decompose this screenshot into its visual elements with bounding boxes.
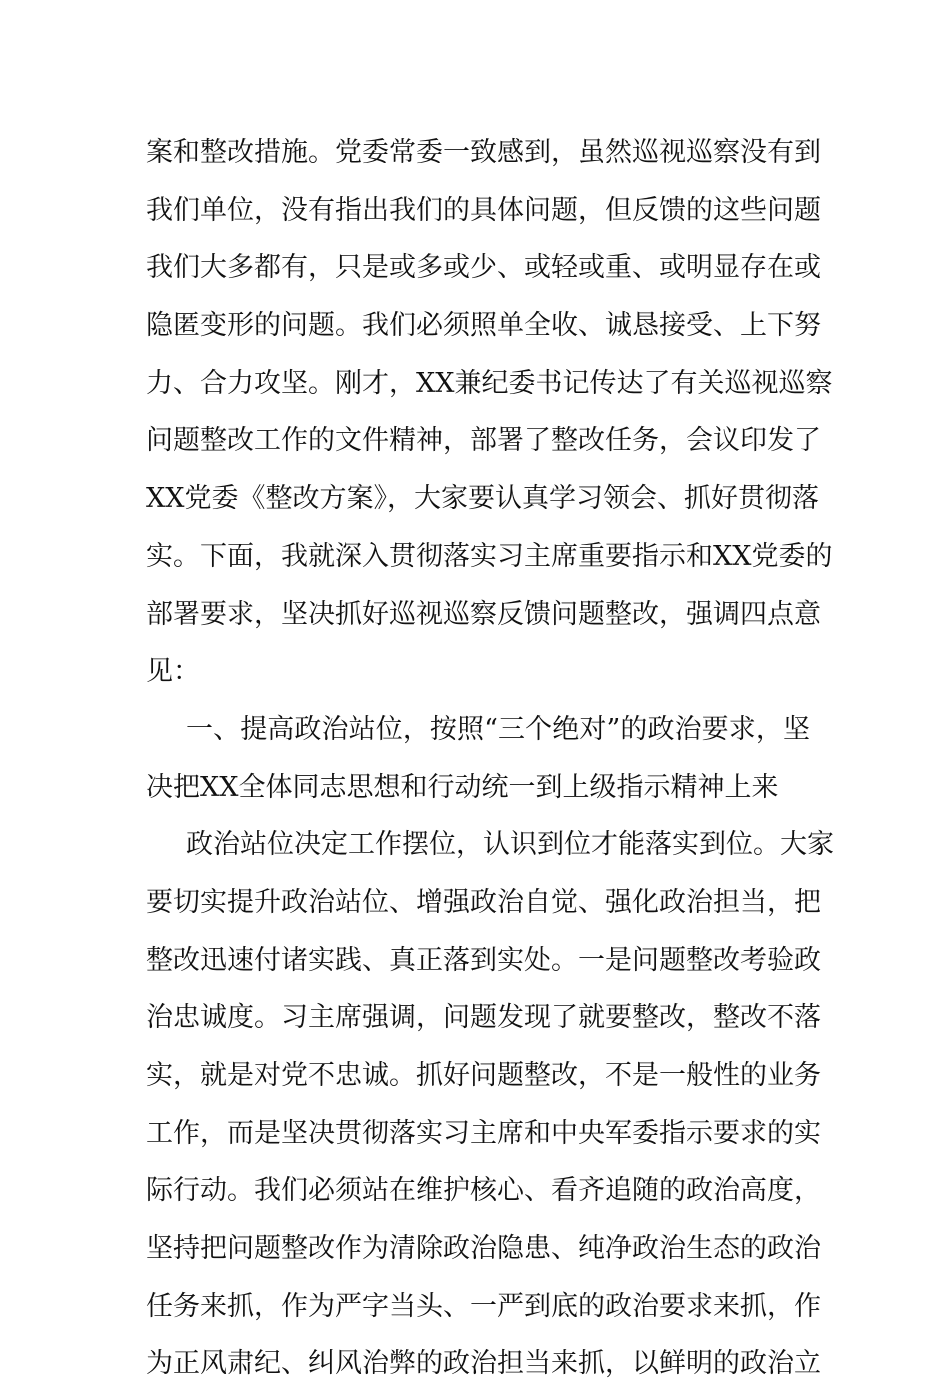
text-line: 为正风肃纪、纠风治弊的政治担当来抓，以鲜明的政治立 xyxy=(146,1348,821,1380)
text-line: 力、合力攻坚。刚才，XX兼纪委书记传达了有关巡视巡察 xyxy=(146,367,833,399)
text-line: 工作，而是坚决贯彻落实习主席和中央军委指示要求的实 xyxy=(146,1117,821,1149)
text-line: 问题整改工作的文件精神，部署了整改任务，会议印发了 xyxy=(146,425,821,457)
text-line: 际行动。我们必须站在维护核心、看齐追随的政治高度， xyxy=(146,1175,821,1207)
text-line: 要切实提升政治站位、增强政治自觉、强化政治担当，把 xyxy=(146,886,821,918)
text-line: 政治站位决定工作摆位，认识到位才能落实到位。大家 xyxy=(186,829,834,861)
section-heading-line: 决把XX全体同志思想和行动统一到上级指示精神上来 xyxy=(146,771,779,803)
text-line: XX党委《整改方案》，大家要认真学习领会、抓好贯彻落 xyxy=(146,483,819,515)
text-line: 隐匿变形的问题。我们必须照单全收、诚恳接受、上下努 xyxy=(146,310,821,342)
text-line: 案和整改措施。党委常委一致感到，虽然巡视巡察没有到 xyxy=(146,137,821,168)
section-heading-line: 一、提高政治站位，按照“三个绝对”的政治要求，坚 xyxy=(186,713,810,745)
text-line: 实。下面，我就深入贯彻落实习主席重要指示和XX党委的 xyxy=(146,540,833,572)
text-line: 我们大多都有，只是或多或少、或轻或重、或明显存在或 xyxy=(146,252,821,284)
text-line: 治忠诚度。习主席强调，问题发现了就要整改，整改不落 xyxy=(146,1002,821,1034)
text-line: 我们单位，没有指出我们的具体问题，但反馈的这些问题 xyxy=(146,194,821,226)
text-line: 坚持把问题整改作为清除政治隐患、纯净政治生态的政治 xyxy=(146,1233,821,1265)
text-line: 见： xyxy=(146,656,200,688)
text-line: 实，就是对党不忠诚。抓好问题整改，不是一般性的业务 xyxy=(146,1060,821,1091)
text-line: 整改迅速付诸实践、真正落到实处。一是问题整改考验政 xyxy=(146,944,821,976)
text-line: 任务来抓，作为严字当头、一严到底的政治要求来抓，作 xyxy=(146,1290,821,1322)
text-line: 部署要求，坚决抓好巡视巡察反馈问题整改，强调四点意 xyxy=(146,598,821,630)
body-text xyxy=(146,124,834,1393)
